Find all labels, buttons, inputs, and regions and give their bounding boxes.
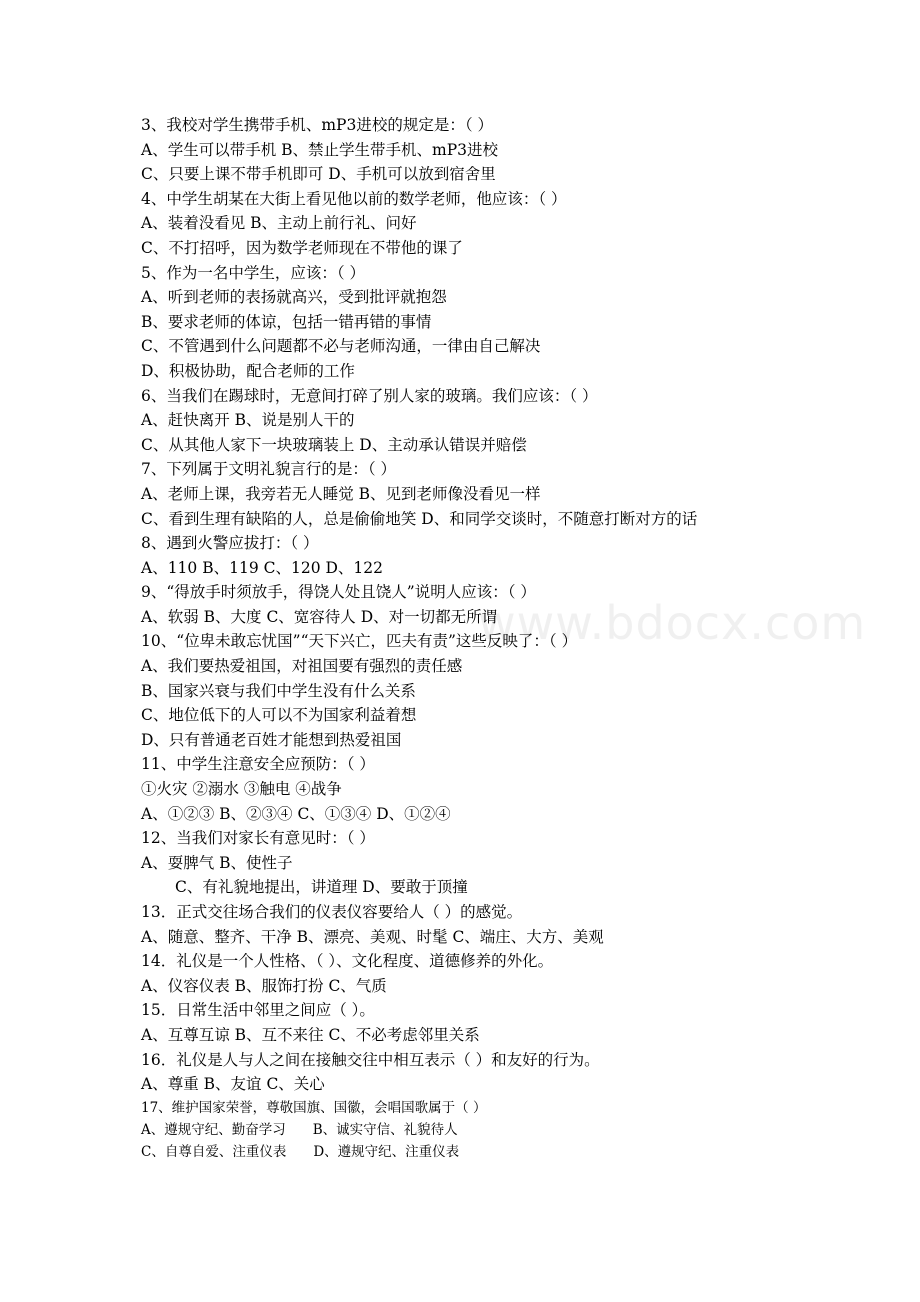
question-6: 6、当我们在踢球时，无意间打碎了别人家的玻璃。我们应该：（ ） — [141, 386, 598, 405]
question-11: 11、中学生注意安全应预防：（ ） — [141, 755, 375, 774]
option-line: C、地位低下的人可以不为国家利益着想 — [141, 706, 417, 725]
option-line: A、听到老师的表扬就高兴，受到批评就抱怨 — [141, 288, 447, 307]
option-line: A、尊重 B、友谊 C、关心 — [141, 1075, 325, 1094]
option-line: A、学生可以带手机 B、禁止学生带手机、mP3进校 — [141, 140, 499, 159]
option-line: A、随意、整齐、干净 B、漂亮、美观、时髦 C、端庄、大方、美观 — [141, 927, 604, 946]
question-10: 10、“位卑未敢忘忧国”“天下兴亡，匹夫有责”这些反映了：（ ） — [141, 632, 578, 651]
option-line: A、互尊互谅 B、互不来往 C、不必考虑邻里关系 — [141, 1025, 480, 1044]
question-8: 8、遇到火警应拔打：（ ） — [141, 534, 319, 553]
option-line: C、看到生理有缺陷的人，总是偷偷地笑 D、和同学交谈时，不随意打断对方的话 — [141, 509, 698, 528]
question-3: 3、我校对学生携带手机、mP3进校的规定是：（ ） — [141, 116, 494, 134]
question-14: 14．礼仪是一个人性格、（ ）、文化程度、道德修养的外化。 — [141, 952, 554, 971]
choice-items: ①火灾 ②溺水 ③触电 ④战争 — [141, 780, 342, 799]
option-line: A、赶快离开 B、说是别人干的 — [141, 411, 355, 430]
question-13: 13．正式交往场合我们的仪表仪容要给人（ ）的感觉。 — [141, 903, 523, 921]
question-4: 4、中学生胡某在大街上看见他以前的数学老师，他应该：（ ） — [141, 189, 567, 208]
option-line: C、从其他人家下一块玻璃装上 D、主动承认错误并赔偿 — [141, 435, 527, 454]
question-7: 7、下列属于文明礼貌言行的是：（ ） — [141, 460, 397, 479]
option-line: C、自尊自爱、注重仪表 D、遵规守纪、注重仪表 — [141, 1143, 460, 1160]
document-page — [141, 113, 801, 1163]
option-line: C、不打招呼，因为数学老师现在不带他的课了 — [141, 238, 463, 257]
question-5: 5、作为一名中学生，应该：（ ） — [141, 263, 366, 282]
option-line: A、①②③ B、②③④ C、①③④ D、①②④ — [141, 804, 451, 823]
option-line: A、110 B、119 C、120 D、122 — [141, 558, 383, 577]
question-17: 17、维护国家荣誉，尊敬国旗、国徽，会唱国歌属于（ ） — [141, 1099, 487, 1116]
option-line: A、遵规守纪、勤奋学习 B、诚实守信、礼貌待人 — [141, 1121, 458, 1138]
question-15: 15．日常生活中邻里之间应（ ）。 — [141, 1001, 375, 1020]
option-line: A、我们要热爱祖国，对祖国要有强烈的责任感 — [141, 657, 463, 676]
option-line: A、老师上课，我旁若无人睡觉 B、见到老师像没看见一样 — [141, 484, 541, 503]
question-9: 9、“得放手时须放手，得饶人处且饶人”说明人应该：（ ） — [141, 583, 536, 602]
option-line: D、积极协助，配合老师的工作 — [141, 361, 355, 380]
question-12: 12、当我们对家长有意见时：（ ） — [141, 829, 375, 848]
option-line: D、只有普通老百姓才能想到热爱祖国 — [141, 730, 402, 749]
option-line: A、装着没看见 B、主动上前行礼、问好 — [141, 214, 417, 233]
main-text — [141, 113, 801, 1097]
option-line: C、只要上课不带手机即可 D、手机可以放到宿舍里 — [141, 165, 496, 184]
option-line: A、软弱 B、大度 C、宽容待人 D、对一切都无所谓 — [141, 607, 498, 626]
option-line: B、要求老师的体谅，包括一错再错的事情 — [141, 312, 432, 331]
option-line: A、仪容仪表 B、服饰打扮 C、气质 — [141, 976, 387, 995]
option-line: C、有礼貌地提出，讲道理 D、要敢于顶撞 — [175, 878, 468, 897]
option-line: A、耍脾气 B、使性子 — [141, 853, 293, 872]
small-text — [141, 1097, 801, 1163]
option-line: B、国家兴衰与我们中学生没有什么关系 — [141, 681, 416, 700]
question-16: 16．礼仪是人与人之间在接触交往中相互表示（ ）和友好的行为。 — [141, 1050, 600, 1069]
option-line: C、不管遇到什么问题都不必与老师沟通，一律由自己解决 — [141, 337, 541, 356]
watermark: www.bdocx.com — [478, 596, 867, 650]
